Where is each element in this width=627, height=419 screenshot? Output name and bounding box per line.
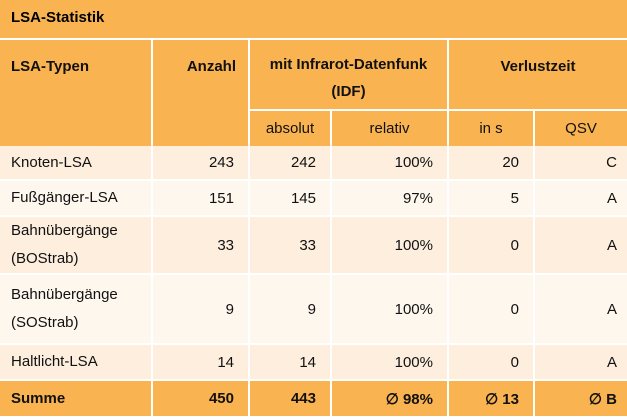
summary-label: Summe xyxy=(0,380,152,416)
row-absolute: 14 xyxy=(249,344,331,380)
column-header-count: Anzahl xyxy=(152,40,249,146)
row-in-seconds: 0 xyxy=(448,274,534,344)
row-qsv: A xyxy=(534,274,627,344)
summary-in-seconds: ∅ 13 xyxy=(448,380,534,416)
row-relative: 100% xyxy=(331,274,448,344)
column-header-types: LSA-Typen xyxy=(11,58,90,75)
row-count: 14 xyxy=(152,344,249,380)
table-row xyxy=(0,180,627,216)
column-header-idf xyxy=(249,40,448,110)
column-header-idf-line2: (IDF) xyxy=(331,83,366,100)
summary-absolute: 443 xyxy=(249,380,331,416)
row-type-name: Haltlicht-LSA xyxy=(0,344,152,380)
row-relative: 100% xyxy=(331,216,448,274)
header-row-top xyxy=(0,40,627,110)
row-relative: 97% xyxy=(331,180,448,216)
summary-qsv: ∅ B xyxy=(534,380,627,416)
row-type-name-line1: Bahnübergänge xyxy=(11,222,118,239)
table-row xyxy=(0,146,627,180)
table-row xyxy=(0,216,627,274)
lsa-statistics-table xyxy=(0,40,627,416)
table-title: LSA-Statistik xyxy=(0,0,627,38)
row-in-seconds: 20 xyxy=(448,146,534,180)
row-in-seconds: 0 xyxy=(448,344,534,380)
column-header-absolute: absolut xyxy=(249,110,331,146)
row-qsv: A xyxy=(534,216,627,274)
summary-row xyxy=(0,380,627,416)
summary-relative: ∅ 98% xyxy=(331,380,448,416)
row-type-name xyxy=(0,216,152,274)
column-header-idf-line1: mit Infrarot-Datenfunk xyxy=(269,56,428,73)
column-header-in-seconds: in s xyxy=(448,110,534,146)
summary-count: 450 xyxy=(152,380,249,416)
row-qsv: A xyxy=(534,180,627,216)
row-absolute: 33 xyxy=(249,216,331,274)
row-absolute: 145 xyxy=(249,180,331,216)
row-absolute: 242 xyxy=(249,146,331,180)
row-in-seconds: 0 xyxy=(448,216,534,274)
column-header-relative: relativ xyxy=(331,110,448,146)
row-relative: 100% xyxy=(331,344,448,380)
row-qsv: C xyxy=(534,146,627,180)
row-count: 9 xyxy=(152,274,249,344)
row-count: 33 xyxy=(152,216,249,274)
table-row xyxy=(0,274,627,344)
row-count: 243 xyxy=(152,146,249,180)
row-type-name: Knoten-LSA xyxy=(0,146,152,180)
row-count: 151 xyxy=(152,180,249,216)
row-in-seconds: 5 xyxy=(448,180,534,216)
column-header-loss-time: Verlustzeit xyxy=(448,40,627,110)
row-type-name-line2: (BOStrab) xyxy=(11,250,79,267)
table-row xyxy=(0,344,627,380)
row-absolute: 9 xyxy=(249,274,331,344)
column-header-qsv: QSV xyxy=(534,110,627,146)
row-type-name: Fußgänger-LSA xyxy=(0,180,152,216)
row-relative: 100% xyxy=(331,146,448,180)
row-type-name-line2: (SOStrab) xyxy=(11,314,79,331)
row-qsv: A xyxy=(534,344,627,380)
row-type-name xyxy=(0,274,152,344)
row-type-name-line1: Bahnübergänge xyxy=(11,286,118,303)
